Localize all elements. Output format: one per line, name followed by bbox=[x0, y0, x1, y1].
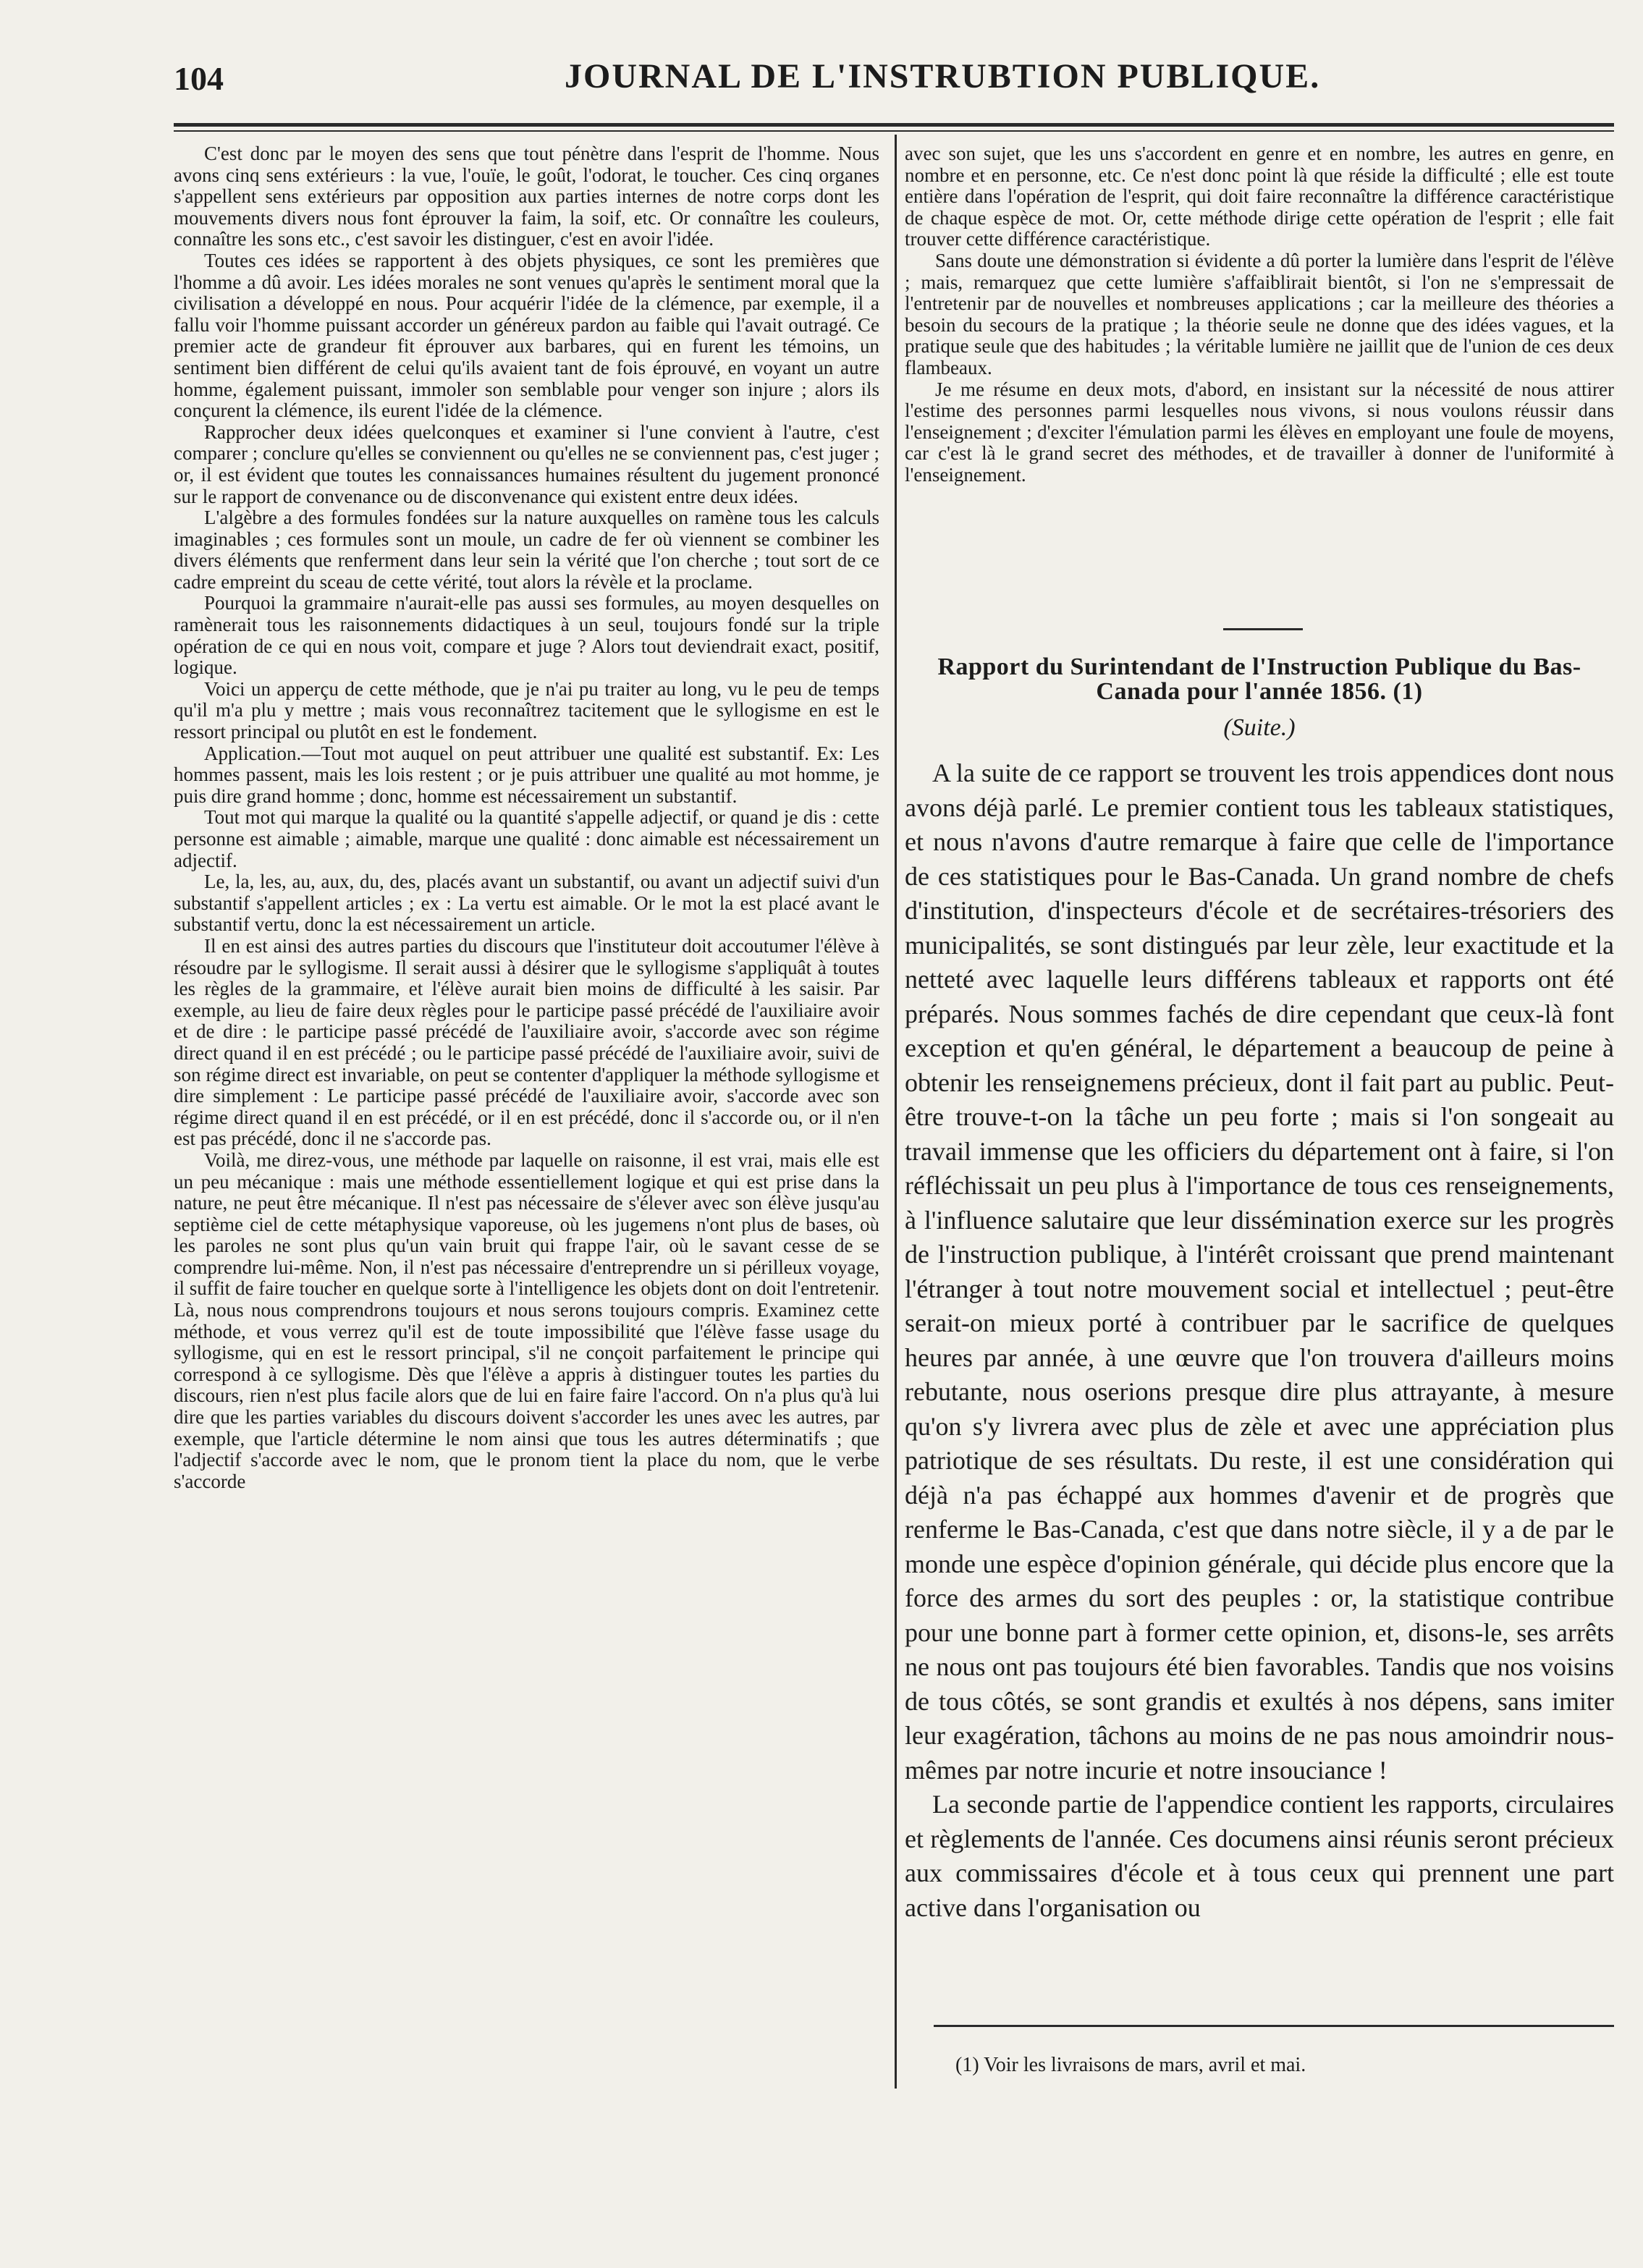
paragraph: Voilà, me direz-vous, une méthode par laquelle on raisonne, il est vrai, mais elle est un peu mécanique : mais une méthode essentiellement logique et qui est prise dans la nature, ne peut être mécanique. Il n'est pas nécessaire de s'élever avec son élève jusqu'au septième ciel de cette métaphysique vaporeuse, où les jugemens n'ont plus de bases, où les paroles ne sont plus qu'un vain bruit qui frappe l'air, où le savant cesse de se comprendre lui-même. Non, il n'est pas nécessaire d'entreprendre un si périlleux voyage, il suffit de faire toucher en quelque sorte à l'intelligence les objets dont on doit l'entretenir. Là, nous nous comprendrons toujours et nous serons toujours compris. Examinez cette méthode, et vous verrez qu'il est de toute impossibilité que l'élève fasse usage du syllogisme, qui en est le ressort principal, s'il ne conçoit parfaitement le principe qui correspond à ce syllogisme. Dès que l'élève a appris à distinguer toutes les parties du discours, rien n'est plus facile alors que de lui en faire faire l'accord. On n'a plus qu'à lui dire que les parties variables du discours doivent s'accorder les unes avec les autres, par exemple, que l'article détermine le nom ainsi que tous les autres déterminatifs ; que l'adjectif s'accorde avec le nom, que le pronom tient la place du nom, que le verbe s'accorde bbox=[174, 1148, 879, 1492]
paragraph: Application.—Tout mot auquel on peut attribuer une qualité est substantif. Ex: Les hommes passent, mais les lois restent ; or je puis attribuer une qualité au mot homme, je puis dire grand homme ; donc, homme est nécessairement un substantif. bbox=[174, 742, 879, 807]
left-column bbox=[174, 143, 879, 2112]
paragraph: Tout mot qui marque la qualité ou la quantité s'appelle adjectif, or quand je dis : cette personne est aimable ; aimable, marque une qualité : donc aimable est nécessairement un adjectif. bbox=[174, 806, 879, 871]
paragraph: La seconde partie de l'appendice contient les rapports, circulaires et règlements de l'année. Ces documens ainsi réunis seront précieux aux commissaires d'école et à tous ceux qui prennent une part active dans l'organisation ou bbox=[905, 1790, 1614, 1922]
report-heading bbox=[905, 655, 1614, 742]
paragraph: Sans doute une démonstration si évidente a dû porter la lumière dans l'esprit de l'élève ; mais, remarquez que cette lumière s'affaiblirait bientôt, si l'on ne s'empressait de l'entretenir par de nouvelles et nombreuses applications ; car la meilleure des théories a besoin du secours de la pratique ; la théorie seule ne donne que des idées vagues, et la pratique seule que des habitudes ; la véritable lumière ne jaillit que de l'union de ces deux flambeaux. bbox=[905, 249, 1614, 378]
page-number: 104 bbox=[174, 60, 224, 97]
paragraph: Voici un apperçu de cette méthode, que je n'ai pu traiter au long, vu le peu de temps qu'il m'a plu y mettre ; mais vous reconnaîtrez tacitement que le syllogisme en est le ressort principal ou plutôt en est le fondement. bbox=[174, 677, 879, 743]
report-body bbox=[905, 756, 1614, 1990]
paragraph: avec son sujet, que les uns s'accordent en genre et en nombre, les autres en genre, en nombre et en personne, etc. Ce n'est donc point là que réside la difficulté ; elle est toute entière dans l'opération de l'esprit, qui doit faire reconnaître la différence caractéristique de chaque espèce de mot. Or, cette méthode dirige cette opération de l'esprit ; elle fait trouver cette différence caractéristique. bbox=[905, 143, 1614, 250]
paragraph: C'est donc par le moyen des sens que tout pénètre dans l'esprit de l'homme. Nous avons cinq sens extérieurs : la vue, l'ouïe, le goût, l'odorat, le toucher. Ces cinq organes s'appellent sens extérieurs par opposition aux parties internes de notre corps dont les mouvements divers nous font éprouver la faim, la soif, etc. Or connaître les couleurs, connaître les sons etc., c'est savoir les distinguer, c'est en avoir l'idée. bbox=[174, 143, 879, 250]
column-divider bbox=[895, 135, 897, 2089]
paragraph: A la suite de ce rapport se trouvent les trois appendices dont nous avons déjà parlé. Le premier contient tous les tableaux statistiques, et nous n'avons d'autre remarque à faire que celle de l'importance de ces statistiques pour le Bas-Canada. Un grand nombre de chefs d'institution, d'inspecteurs d'école et de secrétaires-trésoriers des municipalités, se sont distingués par leur zèle, leur exactitude et la netteté avec laquelle leurs différens tableaux et rapports ont été préparés. Nous sommes fachés de dire cependant que ceux-là font exception et qu'en général, le département a beaucoup de peine à obtenir les renseignemens précieux, dont il fait part au public. Peut-être trouve-t-on la tâche un peu forte ; mais si l'on songeait au travail immense que les officiers du département ont à faire, si l'on réfléchissait un peu plus à l'importance de tous ces renseignements, à l'influence salutaire que leur dissémination exerce sur les progrès de l'instruction publique, à l'intérêt croissant que prend maintenant l'étranger à tout notre mouvement social et intellectuel ; peut-être serait-on mieux porté à contribuer par le sacrifice de quelques heures par année, à une œuvre que l'on trouvera d'ailleurs moins rebutante, nous oserions presque dire plus attrayante, à mesure qu'on s'y livrera avec plus de zèle et avec une appréciation plus patriotique de ses résultats. Du reste, il est une considération qui déjà n'a pas échappé aux hommes d'avenir et de progrès que renferme le Bas-Canada, c'est que dans notre siècle, il y a de par le monde une espèce d'opinion générale, qui décide plus encore que la force des armes du sort des peuples : or, la statistique contribue pour une bonne part à former cette opinion, et, disons-le, ses arrêts ne nous ont pas toujours été bien favorables. Tandis que nos voisins de tous côtés, se sont grandis et exultés à nos dépens, sans imiter leur exagération, tâchons au moins de ne pas nous amoindrir nous-mêmes par notre incurie et notre insouciance ! bbox=[905, 758, 1614, 1785]
paragraph: Le, la, les, au, aux, du, des, placés avant un substantif, ou avant un adjectif suivi d'un substantif s'appellent articles ; ex : La vertu est aimable. Or le mot la est placé avant le substantif vertu, donc la est nécessairement un article. bbox=[174, 871, 879, 936]
right-column-continuation bbox=[905, 143, 1614, 606]
paragraph: Toutes ces idées se rapportent à des objets physiques, ce sont les premières que l'homme a dû avoir. Les idées morales ne sont venues qu'après le sentiment moral que la civilisation a développé en nous. Pour acquérir l'idée de la clémence, par exemple, il a fallu voir l'homme puissant accorder un généreux pardon au faible qui l'avait outragé. Ce premier acte de grandeur fit éprouver aux barbares, qui en furent les témoins, un sentiment bien différent de celui qu'ils avaient tant de fois éprouvé, en voyant un autre homme, également puissant, immoler son semblable pour venger son injure ; alors ils conçurent la clémence, ils eurent l'idée de la clémence. bbox=[174, 249, 879, 422]
paragraph: Pourquoi la grammaire n'aurait-elle pas aussi ses formules, au moyen desquelles on ramènerait tous les raisonnements didactiques à un seul, toujours fondé sur la triple opération de ce qui en nous voit, compare et juge ? Alors tout deviendrait exact, positif, logique. bbox=[174, 592, 879, 679]
footnote-rule bbox=[934, 2025, 1614, 2027]
paragraph: Je me résume en deux mots, d'abord, en insistant sur la nécessité de nous attirer l'estime des personnes parmi lesquelles nous vivons, si nous voulons réussir dans l'enseignement ; d'exciter l'émulation parmi les élèves en employant une foule de moyens, car c'est là le grand secret des méthodes, et de travailler à donner de l'uniformité à l'enseignement. bbox=[905, 378, 1614, 486]
paragraph: L'algèbre a des formules fondées sur la nature auxquelles on ramène tous les calculs imaginables ; ces formules sont un moule, un cadre de fer où viennent se combiner les divers éléments que renferment dans leur sein la vérité que l'on cherche ; tout sort de ce cadre empreint du sceau de cette vérité, tout alors la révèle et la proclame. bbox=[174, 507, 879, 593]
header-rule bbox=[174, 123, 1614, 127]
paragraph: Rapprocher deux idées quelconques et examiner si l'une convient à l'autre, c'est comparer ; conclure qu'elles se conviennent ou qu'elles ne se conviennent pas, c'est juger ; or, il est évident que toutes les connaissances humaines résultent du jugement prononcé sur le rapport de convenance ou de disconvenance qui existent entre deux idées. bbox=[174, 420, 879, 507]
section-divider bbox=[1223, 628, 1303, 630]
paragraph: Il en est ainsi des autres parties du discours que l'instituteur doit accoutumer l'élève à résoudre par le syllogisme. Il serait aussi à désirer que le syllogisme s'appliquât à toutes les règles de la grammaire, et l'élève aurait bien moins de difficulté à les saisir. Par exemple, au lieu de faire deux règles pour le participe passé précédé de l'auxiliaire avoir et de dire : le participe passé précédé de l'auxiliaire avoir, s'accorde avec son régime direct quand il en est précédé ; ou le participe passé précédé de l'auxiliaire avoir, suivi de son régime direct est invariable, on peut se contenter d'appliquer la méthode syllogisme et dire simplement : Le participe passé précédé de l'auxiliaire avoir, s'accorde avec son régime direct quand il en est précédé, or il en est précédé, donc il s'accorde ou, or il n'en est pas précédé, donc il ne s'accorde pas. bbox=[174, 934, 879, 1150]
footnote: (1) Voir les livraisons de mars, avril et mai. bbox=[955, 2054, 1306, 2076]
header-rule-thin bbox=[174, 130, 1614, 132]
page-header bbox=[174, 56, 1614, 107]
report-title: Rapport du Surintendant de l'Instruction Publique du Bas-Canada pour l'année 1856. (1) bbox=[937, 653, 1581, 705]
journal-title: JOURNAL DE L'INSTRUBTION PUBLIQUE. bbox=[565, 57, 1321, 96]
report-subtitle: (Suite.) bbox=[1223, 714, 1296, 741]
